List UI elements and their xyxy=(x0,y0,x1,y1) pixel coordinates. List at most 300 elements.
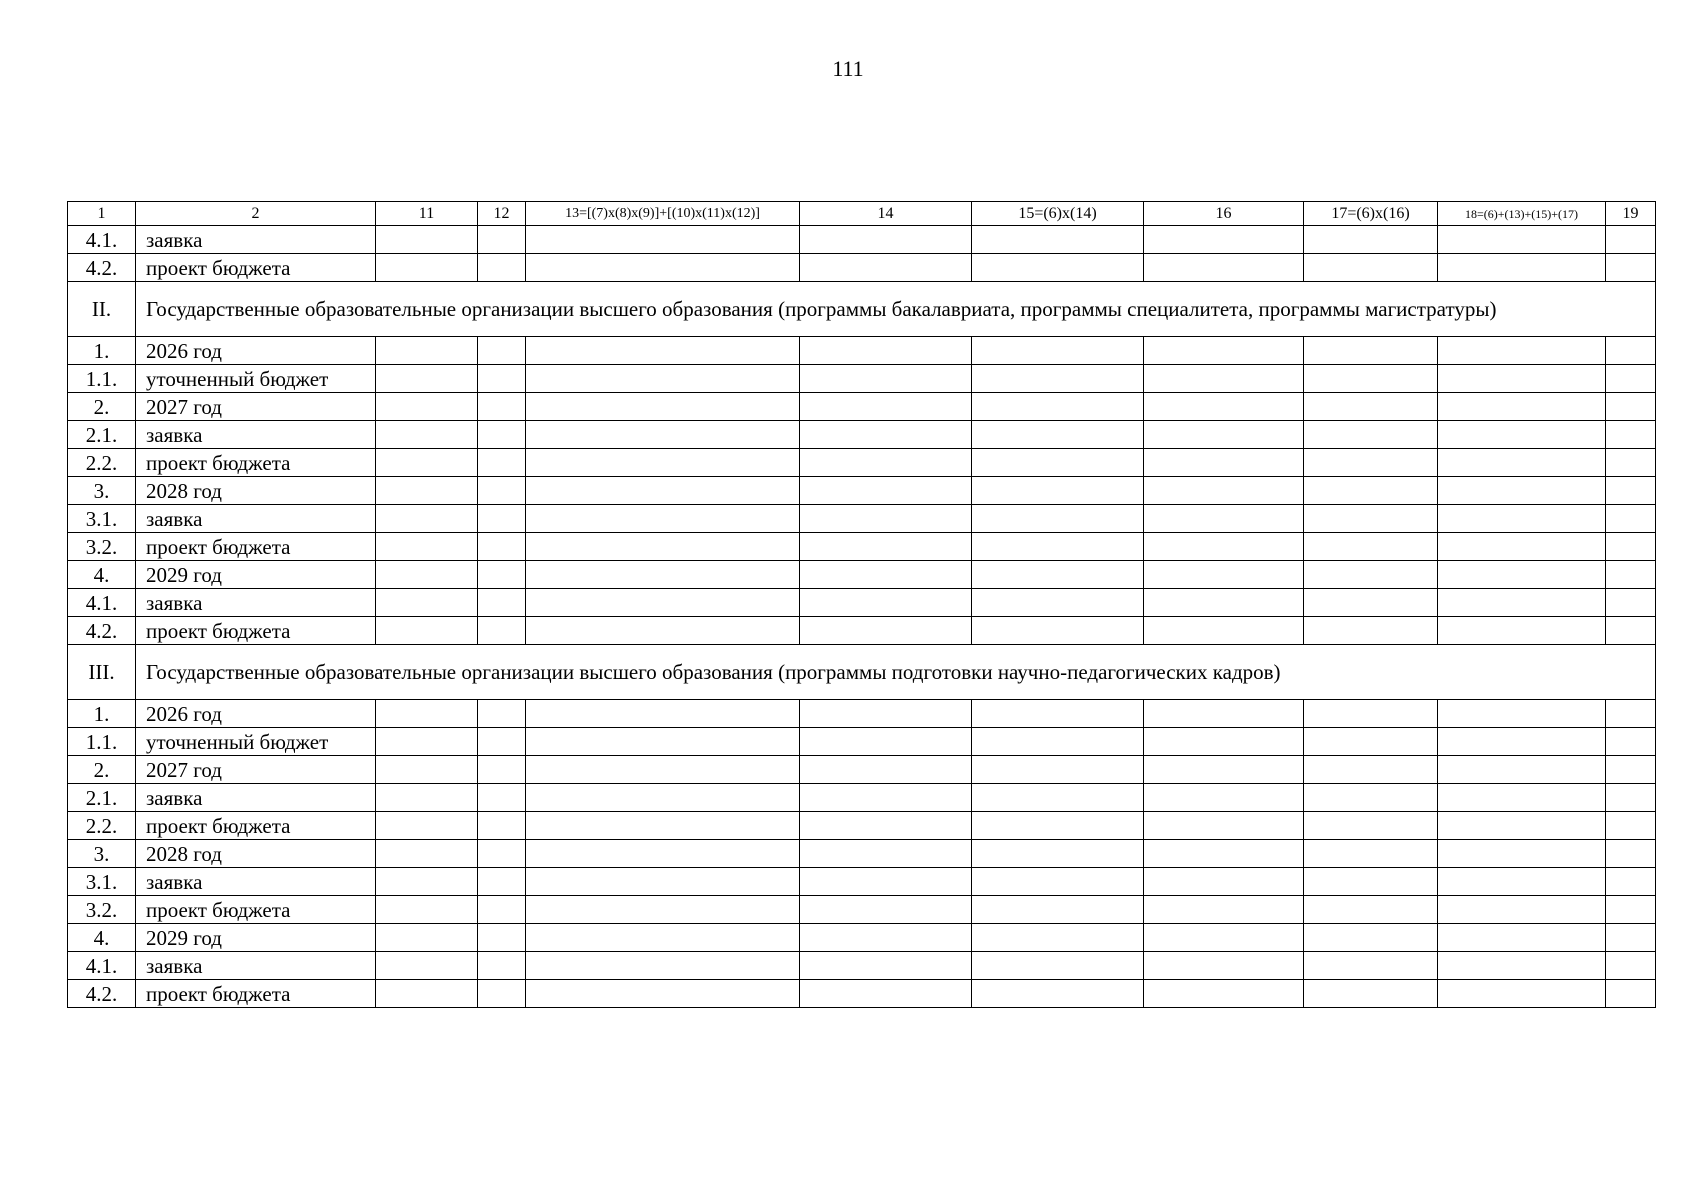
empty-cell xyxy=(376,533,478,561)
row-number: 3.1. xyxy=(68,868,136,896)
header-cell: 1 xyxy=(68,202,136,226)
empty-cell xyxy=(1606,226,1656,254)
empty-cell xyxy=(376,700,478,728)
empty-cell xyxy=(800,365,972,393)
empty-cell xyxy=(1304,365,1438,393)
row-label: проект бюджета xyxy=(136,617,376,645)
empty-cell xyxy=(1606,728,1656,756)
empty-cell xyxy=(478,421,526,449)
empty-cell xyxy=(478,254,526,282)
empty-cell xyxy=(1144,449,1304,477)
empty-cell xyxy=(800,756,972,784)
empty-cell xyxy=(1144,924,1304,952)
empty-cell xyxy=(800,589,972,617)
empty-cell xyxy=(972,840,1144,868)
row-number: 3.1. xyxy=(68,505,136,533)
row-number: 1.1. xyxy=(68,728,136,756)
empty-cell xyxy=(478,812,526,840)
empty-cell xyxy=(1144,533,1304,561)
row-number: 4.2. xyxy=(68,617,136,645)
header-row xyxy=(68,202,1656,226)
empty-cell xyxy=(478,952,526,980)
table-body xyxy=(68,202,1656,1008)
row-label: заявка xyxy=(136,784,376,812)
empty-cell xyxy=(1144,952,1304,980)
empty-cell xyxy=(1438,617,1606,645)
row-number: 4.1. xyxy=(68,952,136,980)
table-row xyxy=(68,254,1656,282)
row-number: 4. xyxy=(68,924,136,952)
empty-cell xyxy=(1606,477,1656,505)
row-label: уточненный бюджет xyxy=(136,728,376,756)
empty-cell xyxy=(478,868,526,896)
empty-cell xyxy=(526,254,800,282)
empty-cell xyxy=(1144,756,1304,784)
row-number: 3.2. xyxy=(68,896,136,924)
section-row xyxy=(68,282,1656,337)
row-label: проект бюджета xyxy=(136,896,376,924)
empty-cell xyxy=(1606,952,1656,980)
empty-cell xyxy=(1144,840,1304,868)
empty-cell xyxy=(1606,868,1656,896)
row-label: 2027 год xyxy=(136,393,376,421)
row-label: заявка xyxy=(136,589,376,617)
row-number: 2.2. xyxy=(68,449,136,477)
empty-cell xyxy=(1144,365,1304,393)
table-row xyxy=(68,784,1656,812)
table-row xyxy=(68,868,1656,896)
empty-cell xyxy=(478,980,526,1008)
row-number: 3.2. xyxy=(68,533,136,561)
empty-cell xyxy=(1606,617,1656,645)
empty-cell xyxy=(1144,617,1304,645)
empty-cell xyxy=(1438,896,1606,924)
row-label: заявка xyxy=(136,868,376,896)
empty-cell xyxy=(1304,337,1438,365)
empty-cell xyxy=(1606,700,1656,728)
empty-cell xyxy=(1438,561,1606,589)
table-row xyxy=(68,924,1656,952)
empty-cell xyxy=(376,784,478,812)
empty-cell xyxy=(972,700,1144,728)
empty-cell xyxy=(478,365,526,393)
empty-cell xyxy=(1144,896,1304,924)
empty-cell xyxy=(972,393,1144,421)
empty-cell xyxy=(1438,226,1606,254)
empty-cell xyxy=(800,840,972,868)
empty-cell xyxy=(526,337,800,365)
empty-cell xyxy=(526,533,800,561)
table-row xyxy=(68,728,1656,756)
empty-cell xyxy=(1606,533,1656,561)
empty-cell xyxy=(800,868,972,896)
empty-cell xyxy=(478,756,526,784)
empty-cell xyxy=(376,505,478,533)
empty-cell xyxy=(1144,561,1304,589)
row-number: 4.1. xyxy=(68,226,136,254)
empty-cell xyxy=(1304,254,1438,282)
empty-cell xyxy=(526,477,800,505)
header-cell: 11 xyxy=(376,202,478,226)
empty-cell xyxy=(1438,952,1606,980)
empty-cell xyxy=(1144,700,1304,728)
row-label: уточненный бюджет xyxy=(136,365,376,393)
empty-cell xyxy=(526,365,800,393)
empty-cell xyxy=(526,952,800,980)
empty-cell xyxy=(1438,505,1606,533)
empty-cell xyxy=(1304,617,1438,645)
row-number: 4.2. xyxy=(68,980,136,1008)
empty-cell xyxy=(972,924,1144,952)
empty-cell xyxy=(376,449,478,477)
empty-cell xyxy=(526,617,800,645)
empty-cell xyxy=(376,589,478,617)
empty-cell xyxy=(478,589,526,617)
row-label: проект бюджета xyxy=(136,980,376,1008)
row-label: 2026 год xyxy=(136,700,376,728)
table-row xyxy=(68,980,1656,1008)
empty-cell xyxy=(1304,226,1438,254)
empty-cell xyxy=(1606,812,1656,840)
empty-cell xyxy=(1606,980,1656,1008)
row-label: проект бюджета xyxy=(136,533,376,561)
empty-cell xyxy=(1438,924,1606,952)
row-label: заявка xyxy=(136,226,376,254)
empty-cell xyxy=(800,980,972,1008)
empty-cell xyxy=(526,728,800,756)
empty-cell xyxy=(376,226,478,254)
empty-cell xyxy=(972,561,1144,589)
empty-cell xyxy=(376,421,478,449)
row-label: 2027 год xyxy=(136,756,376,784)
empty-cell xyxy=(800,421,972,449)
empty-cell xyxy=(972,365,1144,393)
empty-cell xyxy=(1144,505,1304,533)
empty-cell xyxy=(1304,868,1438,896)
empty-cell xyxy=(800,617,972,645)
header-cell: 18=(6)+(13)+(15)+(17) xyxy=(1438,202,1606,226)
budget-table xyxy=(67,201,1656,1008)
empty-cell xyxy=(376,812,478,840)
empty-cell xyxy=(972,505,1144,533)
empty-cell xyxy=(1606,784,1656,812)
empty-cell xyxy=(1606,589,1656,617)
empty-cell xyxy=(800,393,972,421)
table-row xyxy=(68,365,1656,393)
empty-cell xyxy=(972,617,1144,645)
table-row xyxy=(68,533,1656,561)
empty-cell xyxy=(800,896,972,924)
empty-cell xyxy=(1304,756,1438,784)
empty-cell xyxy=(972,449,1144,477)
table-row xyxy=(68,226,1656,254)
empty-cell xyxy=(1144,254,1304,282)
row-label: 2029 год xyxy=(136,561,376,589)
row-number: 3. xyxy=(68,477,136,505)
empty-cell xyxy=(478,505,526,533)
empty-cell xyxy=(800,477,972,505)
empty-cell xyxy=(376,840,478,868)
section-number: II. xyxy=(68,282,136,337)
empty-cell xyxy=(972,952,1144,980)
empty-cell xyxy=(526,421,800,449)
empty-cell xyxy=(800,728,972,756)
empty-cell xyxy=(800,700,972,728)
empty-cell xyxy=(478,700,526,728)
row-number: 2.2. xyxy=(68,812,136,840)
empty-cell xyxy=(376,337,478,365)
empty-cell xyxy=(376,254,478,282)
empty-cell xyxy=(1438,784,1606,812)
empty-cell xyxy=(376,980,478,1008)
empty-cell xyxy=(1606,756,1656,784)
table-row xyxy=(68,617,1656,645)
row-label: 2028 год xyxy=(136,477,376,505)
row-number: 4. xyxy=(68,561,136,589)
empty-cell xyxy=(526,226,800,254)
empty-cell xyxy=(1144,812,1304,840)
section-number: III. xyxy=(68,645,136,700)
empty-cell xyxy=(800,505,972,533)
empty-cell xyxy=(1606,896,1656,924)
empty-cell xyxy=(1438,393,1606,421)
table-row xyxy=(68,561,1656,589)
empty-cell xyxy=(478,728,526,756)
empty-cell xyxy=(1606,561,1656,589)
table-row xyxy=(68,700,1656,728)
empty-cell xyxy=(800,952,972,980)
empty-cell xyxy=(376,561,478,589)
empty-cell xyxy=(1438,756,1606,784)
row-number: 1. xyxy=(68,337,136,365)
header-cell: 14 xyxy=(800,202,972,226)
empty-cell xyxy=(1144,421,1304,449)
row-label: 2026 год xyxy=(136,337,376,365)
table-row xyxy=(68,756,1656,784)
row-number: 1. xyxy=(68,700,136,728)
row-label: проект бюджета xyxy=(136,812,376,840)
empty-cell xyxy=(526,756,800,784)
empty-cell xyxy=(972,812,1144,840)
header-cell: 19 xyxy=(1606,202,1656,226)
empty-cell xyxy=(526,924,800,952)
empty-cell xyxy=(1144,784,1304,812)
empty-cell xyxy=(800,561,972,589)
empty-cell xyxy=(376,617,478,645)
header-cell: 16 xyxy=(1144,202,1304,226)
empty-cell xyxy=(1438,868,1606,896)
page-number: 111 xyxy=(832,56,864,81)
empty-cell xyxy=(1606,337,1656,365)
empty-cell xyxy=(1438,449,1606,477)
section-title: Государственные образовательные организации высшего образования (программы подготовки научно-педагогических кадров) xyxy=(136,645,1656,700)
empty-cell xyxy=(1144,728,1304,756)
row-label: заявка xyxy=(136,952,376,980)
empty-cell xyxy=(526,784,800,812)
empty-cell xyxy=(1606,924,1656,952)
table-row xyxy=(68,393,1656,421)
empty-cell xyxy=(1144,226,1304,254)
empty-cell xyxy=(1304,449,1438,477)
empty-cell xyxy=(526,980,800,1008)
empty-cell xyxy=(526,840,800,868)
empty-cell xyxy=(478,533,526,561)
row-label: заявка xyxy=(136,421,376,449)
empty-cell xyxy=(1304,589,1438,617)
table-row xyxy=(68,840,1656,868)
empty-cell xyxy=(478,924,526,952)
empty-cell xyxy=(1304,477,1438,505)
empty-cell xyxy=(972,337,1144,365)
table-row xyxy=(68,449,1656,477)
row-number: 2. xyxy=(68,756,136,784)
empty-cell xyxy=(1606,254,1656,282)
empty-cell xyxy=(376,924,478,952)
empty-cell xyxy=(800,784,972,812)
header-cell: 13=[(7)x(8)x(9)]+[(10)x(11)x(12)] xyxy=(526,202,800,226)
empty-cell xyxy=(478,617,526,645)
empty-cell xyxy=(972,728,1144,756)
empty-cell xyxy=(972,421,1144,449)
empty-cell xyxy=(800,812,972,840)
empty-cell xyxy=(1606,393,1656,421)
empty-cell xyxy=(526,868,800,896)
empty-cell xyxy=(478,449,526,477)
empty-cell xyxy=(1438,812,1606,840)
header-cell: 12 xyxy=(478,202,526,226)
empty-cell xyxy=(1304,561,1438,589)
section-title: Государственные образовательные организации высшего образования (программы бакалавриата, программы специалитета, программы магистратуры) xyxy=(136,282,1656,337)
empty-cell xyxy=(376,393,478,421)
empty-cell xyxy=(376,756,478,784)
empty-cell xyxy=(376,477,478,505)
empty-cell xyxy=(972,533,1144,561)
row-label: проект бюджета xyxy=(136,254,376,282)
row-number: 4.2. xyxy=(68,254,136,282)
empty-cell xyxy=(1438,477,1606,505)
table-row xyxy=(68,505,1656,533)
empty-cell xyxy=(526,589,800,617)
row-label: заявка xyxy=(136,505,376,533)
row-number: 4.1. xyxy=(68,589,136,617)
empty-cell xyxy=(478,896,526,924)
empty-cell xyxy=(526,505,800,533)
empty-cell xyxy=(376,728,478,756)
empty-cell xyxy=(1304,533,1438,561)
row-label: проект бюджета xyxy=(136,449,376,477)
empty-cell xyxy=(972,589,1144,617)
empty-cell xyxy=(526,812,800,840)
empty-cell xyxy=(972,477,1144,505)
row-number: 1.1. xyxy=(68,365,136,393)
empty-cell xyxy=(376,952,478,980)
empty-cell xyxy=(478,226,526,254)
empty-cell xyxy=(800,337,972,365)
empty-cell xyxy=(1144,589,1304,617)
row-label: 2028 год xyxy=(136,840,376,868)
empty-cell xyxy=(478,840,526,868)
table-row xyxy=(68,589,1656,617)
table-row xyxy=(68,812,1656,840)
empty-cell xyxy=(1438,365,1606,393)
empty-cell xyxy=(1304,840,1438,868)
empty-cell xyxy=(526,561,800,589)
table-row xyxy=(68,896,1656,924)
empty-cell xyxy=(478,337,526,365)
empty-cell xyxy=(478,784,526,812)
empty-cell xyxy=(1304,924,1438,952)
empty-cell xyxy=(800,924,972,952)
empty-cell xyxy=(1304,812,1438,840)
row-label: 2029 год xyxy=(136,924,376,952)
empty-cell xyxy=(376,868,478,896)
empty-cell xyxy=(526,700,800,728)
empty-cell xyxy=(1304,952,1438,980)
empty-cell xyxy=(1304,421,1438,449)
empty-cell xyxy=(1606,365,1656,393)
empty-cell xyxy=(1438,337,1606,365)
empty-cell xyxy=(1438,728,1606,756)
empty-cell xyxy=(972,784,1144,812)
empty-cell xyxy=(1606,421,1656,449)
empty-cell xyxy=(972,980,1144,1008)
row-number: 3. xyxy=(68,840,136,868)
header-cell: 15=(6)x(14) xyxy=(972,202,1144,226)
empty-cell xyxy=(526,393,800,421)
table-row xyxy=(68,337,1656,365)
empty-cell xyxy=(376,365,478,393)
empty-cell xyxy=(1144,980,1304,1008)
empty-cell xyxy=(1606,449,1656,477)
empty-cell xyxy=(376,896,478,924)
empty-cell xyxy=(1304,784,1438,812)
empty-cell xyxy=(1144,337,1304,365)
row-number: 2.1. xyxy=(68,784,136,812)
empty-cell xyxy=(1438,421,1606,449)
empty-cell xyxy=(1304,728,1438,756)
empty-cell xyxy=(1304,393,1438,421)
row-number: 2. xyxy=(68,393,136,421)
empty-cell xyxy=(1304,896,1438,924)
empty-cell xyxy=(1606,840,1656,868)
empty-cell xyxy=(972,896,1144,924)
empty-cell xyxy=(1144,477,1304,505)
empty-cell xyxy=(478,477,526,505)
table-row xyxy=(68,421,1656,449)
empty-cell xyxy=(800,254,972,282)
empty-cell xyxy=(526,449,800,477)
empty-cell xyxy=(1606,505,1656,533)
empty-cell xyxy=(478,393,526,421)
empty-cell xyxy=(972,254,1144,282)
empty-cell xyxy=(972,226,1144,254)
header-cell: 2 xyxy=(136,202,376,226)
empty-cell xyxy=(1438,254,1606,282)
empty-cell xyxy=(972,756,1144,784)
empty-cell xyxy=(1438,700,1606,728)
table-row xyxy=(68,477,1656,505)
empty-cell xyxy=(1438,589,1606,617)
row-number: 2.1. xyxy=(68,421,136,449)
empty-cell xyxy=(526,896,800,924)
table-row xyxy=(68,952,1656,980)
empty-cell xyxy=(1438,840,1606,868)
empty-cell xyxy=(1304,505,1438,533)
empty-cell xyxy=(972,868,1144,896)
empty-cell xyxy=(1144,393,1304,421)
header-cell: 17=(6)x(16) xyxy=(1304,202,1438,226)
empty-cell xyxy=(1144,868,1304,896)
